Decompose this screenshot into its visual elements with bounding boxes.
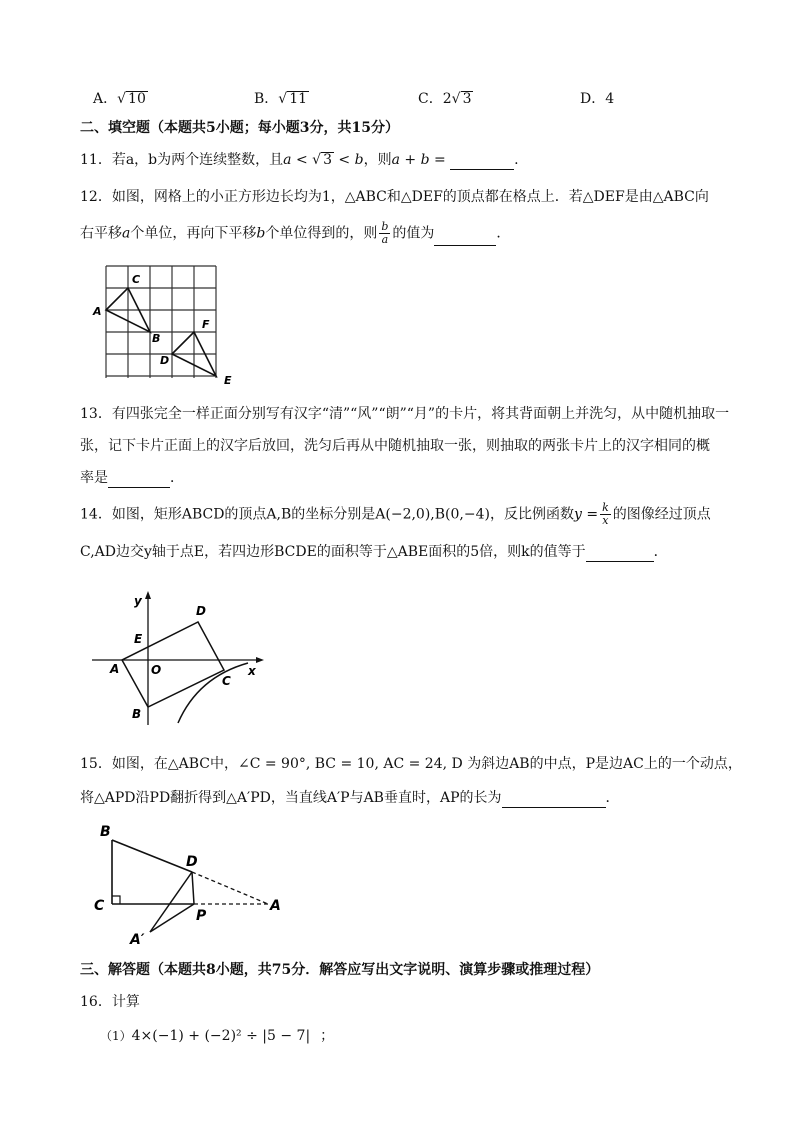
label-e: E [224,374,232,387]
question-13-line3 [80,468,184,488]
punct: ． [653,544,668,560]
answer-blank[interactable] [502,793,606,808]
x-arrow-icon [256,657,264,663]
frac-den: x [602,514,609,527]
label-p: P [196,908,207,924]
math-expr: y = [573,506,599,523]
label-d: D [186,854,198,870]
figure-12-grid [90,258,250,388]
question-number: 14． [80,506,112,523]
label-c: C [94,898,105,914]
question-number: 11． [80,152,112,168]
label-d: D [196,604,206,618]
y-arrow-icon [145,591,151,599]
question-text: 的值为 [392,225,435,242]
choice-radicand: 11 [289,91,308,107]
math-var: b [354,152,364,168]
math-var: a [283,152,292,168]
frac-num: b [381,220,389,233]
math-var: a [122,225,131,242]
fraction-b-over-a [379,221,390,246]
answer-blank[interactable] [434,231,496,246]
label-c: C [132,273,141,286]
math-op: < [333,152,355,168]
segment-dp [192,872,194,904]
choice-d [580,88,614,108]
label-o: O [151,663,162,677]
math-expr: a + b = [391,152,446,168]
question-12-line1 [80,187,709,207]
fraction-k-over-x [600,502,611,527]
label-a: A [93,305,102,318]
question-text: 的图像经过顶点 [612,506,711,523]
label-f: F [202,318,210,331]
choice-value: 4 [605,91,615,107]
math-radicand: 3 [323,152,332,168]
choice-letter: B． [254,91,279,107]
question-13-line1 [80,404,729,424]
question-text: 如图，网格上的小正方形边长均为1，△ABC和△DEF的顶点都在格点上．若△DEF是由△ABC向 [111,189,709,205]
question-15-line2 [80,788,620,808]
math-var: b [256,225,266,242]
question-text: 计算 [111,994,140,1010]
side-bd [112,840,192,872]
frac-den: a [381,233,389,246]
punct: ． [496,225,511,242]
figure-15-triangle [88,820,298,950]
punct: ． [170,470,184,486]
math-expr: 4×(−1) + (−2)² ÷ |5 − 7| [131,1028,311,1044]
choice-b: B．√ 11 [254,91,308,107]
label-d: D [160,354,170,367]
label-b: B [152,332,161,345]
question-16-part1 [100,1026,334,1046]
segment-da-prime [150,872,192,932]
label-c: C [222,674,231,688]
question-number: 16． [80,994,112,1010]
question-text: ，则 [363,152,392,168]
figure-14-rectangle [88,585,278,730]
question-13-line2 [80,436,710,456]
label-b: B [100,824,111,840]
label-a: A [110,662,120,676]
question-text: 如图，矩形ABCD的顶点A,B的坐标分别是A(−2,0),B(0,−4)，反比例函数 [111,506,574,523]
part-label: （1） [100,1029,132,1043]
question-text: 个单位得到的，则 [265,225,378,242]
segment-pa-prime [150,904,194,932]
section-title-fill-blank: 二、填空题（本题共5小题；每小题3分，共15分） [80,120,399,136]
question-text: 如图，在△ABC中，∠C = 90°, BC = 10, AC = 24, D 为斜边AB的中点，P是边AC上的一个动点， [111,756,742,772]
segment-da-dashed [192,872,268,904]
question-text: C,AD边交y轴于点E，若四边形BCDE的面积等于△ABE面积的5倍，则k的值等于 [80,544,586,560]
punct: ； [320,1028,335,1044]
question-text: 张，记下卡片正面上的汉字后放回，洗匀后再从中随机抽取一张，则抽取的两张卡片上的汉字相同的概 [80,438,710,454]
label-a-prime: A′ [130,932,145,948]
choice-letter: C． [418,91,443,107]
label-y: y [134,594,142,608]
question-text: 若a，b为两个连续整数，且 [111,152,284,168]
section-title-solutions: 三、解答题（本题共8小题，共75分．解答应写出文字说明、演算步骤或推理过程） [80,962,600,978]
question-text: 右平移 [80,225,122,242]
punct: ． [605,790,620,806]
question-12-line2 [80,221,510,246]
question-11: 11．若a，b为两个连续整数，且a < √ 3 < b，则a + b = . [80,152,519,168]
hyperbola-curve [178,663,248,723]
choice-letter: D． [580,91,606,107]
choice-letter: A． [93,91,118,107]
label-b: B [132,707,142,721]
question-number: 12． [80,189,112,205]
choice-c: C．2√ 3 [418,91,472,107]
question-number: 15． [80,756,112,772]
choice-a: A．√ 10 [93,91,146,107]
question-text: 有四张完全一样正面分别写有汉字“清”“风”“朗”“月”的卡片，将其背面朝上并洗匀，从中随机抽取一 [111,406,730,422]
choice-coef: 2 [442,91,452,107]
label-a: A [270,898,281,914]
right-angle-mark [112,896,120,904]
question-text: 个单位，再向下平移 [130,225,257,242]
question-text: 将△APD沿PD翻折得到△A′PD，当直线A′P与AB垂直时，AP的长为 [80,790,502,806]
label-x: x [248,664,256,678]
answer-blank[interactable] [586,547,654,562]
answer-blank[interactable] [450,155,514,170]
math-op: < [291,152,313,168]
frac-num: k [602,501,609,514]
question-16 [80,992,140,1012]
question-15-line1 [80,754,742,774]
choice-radicand: 3 [462,91,472,107]
punct: . [514,152,519,168]
choice-radicand: 10 [128,91,146,107]
question-text: 率是 [80,470,108,486]
question-number: 13． [80,406,112,422]
label-e: E [134,632,143,646]
answer-blank[interactable] [108,473,170,488]
question-14-line1 [80,502,711,527]
question-14-line2 [80,542,668,562]
